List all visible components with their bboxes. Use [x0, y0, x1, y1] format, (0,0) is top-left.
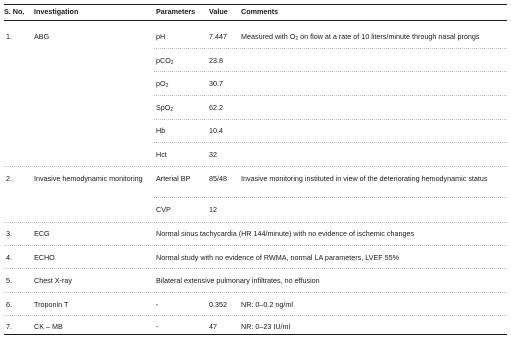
trop-investigation: Troponin T — [34, 300, 69, 309]
abg-divider — [154, 119, 507, 120]
row-divider — [4, 245, 507, 246]
ecg-investigation: ECG — [34, 229, 50, 238]
abg-value-po2: 30.7 — [209, 79, 223, 88]
header-value: Value — [209, 7, 228, 16]
abg-param-spo2: SpO$_2$ — [156, 103, 174, 113]
ecg-sno: 3. — [6, 229, 12, 238]
abg-divider — [154, 142, 507, 143]
row-divider — [4, 166, 507, 167]
hemo-investigation: Invasive hemodynamic monitoring — [34, 174, 143, 183]
abg-divider — [154, 95, 507, 96]
abg-param-hb: Hb — [156, 126, 166, 135]
row-divider — [4, 315, 507, 316]
ecg-comment: Normal sinus tachycardia (HR 144/minute) with no evidence of ischemic changes — [156, 229, 415, 238]
header-sno: S. No. — [4, 7, 25, 16]
abg-comment: Measured with $O_2$ on flow at a rate of 10 liters/minute through nasal prongs — [241, 32, 480, 42]
row-divider — [4, 222, 507, 223]
ckmb-investigation: CK – MB — [34, 322, 63, 331]
ckmb-value: 47 — [209, 322, 217, 331]
header-comments: Comments — [241, 7, 279, 16]
ckmb-comment: NR: 0–23 IU/ml — [241, 322, 291, 331]
abg-param-pco2: pCO$_2$ — [156, 56, 174, 66]
cxr-investigation: Chest X-ray — [34, 276, 72, 285]
abg-value-ph: 7.447 — [209, 32, 227, 41]
trop-comment: NR: 0–0.2 ng/ml — [241, 300, 293, 309]
abg-sno: 1. — [6, 32, 12, 41]
echo-comment: Normal study with no evidence of RWMA, normal LA parameters, LVEF 55% — [156, 253, 400, 262]
abg-value-hct: 32 — [209, 150, 217, 159]
abg-param-hct: Hct — [156, 150, 167, 159]
trop-sno: 6. — [6, 300, 12, 309]
abg-divider — [154, 71, 507, 72]
trop-param: - — [156, 300, 159, 309]
abg-param-po2: $pO_2$ — [156, 79, 169, 89]
echo-investigation: ECHO — [34, 253, 55, 262]
table-bottom-rule — [4, 334, 507, 335]
ckmb-param: - — [156, 322, 159, 331]
ckmb-sno: 7. — [6, 322, 12, 331]
header-investigation: Investigation — [34, 7, 79, 16]
cxr-sno: 5. — [6, 276, 12, 285]
echo-sno: 4. — [6, 253, 12, 262]
row-divider — [4, 292, 507, 293]
abg-value-hb: 10.4 — [209, 126, 223, 135]
hemo-param-cvp: CVP — [156, 205, 171, 214]
hemo-comment: Invasive monitoring instituted in view of the deteriorating hemodynamic status — [241, 174, 488, 183]
abg-value-spo2: 62.2 — [209, 103, 223, 112]
hemo-value-cvp: 12 — [209, 205, 217, 214]
hemo-sno: 2. — [6, 174, 12, 183]
table-top-rule — [4, 4, 507, 5]
hemo-param-arterial-bp: Arterial BP — [156, 174, 191, 183]
header-bottom-rule — [4, 20, 507, 21]
abg-param-ph: pH — [156, 32, 166, 41]
hemo-divider — [154, 197, 507, 198]
row-divider — [4, 268, 507, 269]
abg-divider — [154, 48, 507, 49]
abg-value-pco2: 23.8 — [209, 56, 223, 65]
trop-value: 0.352 — [209, 300, 227, 309]
abg-investigation: ABG — [34, 32, 50, 41]
header-parameters: Parameters — [156, 7, 196, 16]
cxr-comment: Bilateral extensive pulmonary infiltrates, no effusion — [156, 276, 320, 285]
hemo-value-arterial-bp: 85/48 — [209, 174, 227, 183]
